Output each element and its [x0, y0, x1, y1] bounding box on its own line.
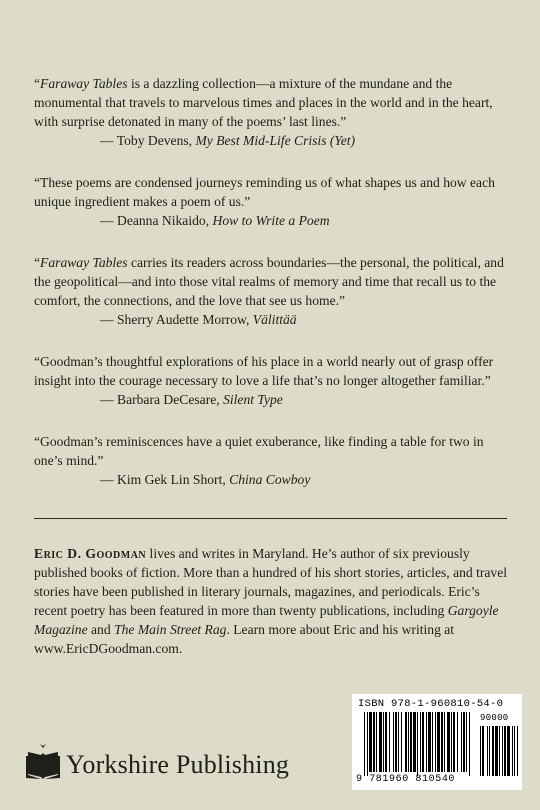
author-bio [34, 544, 510, 658]
barcode-bar [432, 712, 433, 772]
barcode-addon-bar [487, 726, 488, 776]
publication-title: Gargoyle Magazine [34, 603, 499, 637]
attribution-author: Sherry Audette Morrow, [117, 312, 253, 327]
attribution-dash: — [100, 472, 117, 487]
barcode-bar [461, 712, 462, 772]
attribution-dash: — [100, 213, 117, 228]
barcode-digits: 9 781960 810540 [356, 774, 456, 785]
barcode-bar [398, 712, 399, 772]
barcode-bar [463, 712, 465, 772]
quote-mark: “ [34, 255, 41, 270]
blurb-quote [34, 74, 512, 131]
barcode-bar [428, 712, 431, 772]
blurb-5 [34, 432, 512, 489]
bio-text: lives and writes in Maryland. He’s author of six previously published books of fiction. More than a hundred of his short stories, articles, and travel stories have been published in literary journals, magazines, and periodicals. Eric’s recent poetry has been featured in more than twenty publications, including [34, 546, 508, 618]
barcode-bar [395, 712, 397, 772]
blurb-4 [34, 352, 512, 409]
barcode-addon-bar [517, 726, 518, 776]
barcode-bar [453, 712, 455, 772]
barcode-bar [451, 712, 452, 772]
barcode-addon-bar [507, 726, 510, 776]
barcode-bar [422, 712, 424, 772]
quote-text: carries its readers across boundaries—the personal, the political, and the geopolitical—and into those vital realms of memory and time that recall us to the comfort, the connections, and the love that see us home.” [34, 255, 504, 308]
attribution-author: Kim Gek Lin Short, [117, 472, 230, 487]
attribution-author: Deanna Nikaido, [117, 213, 213, 228]
blurb-attribution [34, 211, 512, 230]
barcode-bar [444, 712, 445, 772]
barcode-addon-bar [489, 726, 490, 776]
open-book-icon [26, 744, 60, 785]
barcode-bar [393, 712, 394, 772]
barcode-addon-bar [492, 726, 494, 776]
barcode-addon-bar [502, 726, 503, 776]
quote-mark: “ [34, 76, 41, 91]
book-title: Faraway Tables [40, 76, 128, 91]
attribution-work: Silent Type [223, 392, 283, 407]
barcode-bar [469, 712, 470, 776]
attribution-work: My Best Mid-Life Crisis (Yet) [195, 133, 356, 148]
attribution-dash: — [100, 312, 117, 327]
publisher-name: Yorkshire Publishing [66, 749, 290, 779]
barcode-bar [389, 712, 390, 772]
barcode-addon-bar [504, 726, 506, 776]
quote-text: is a dazzling collection—a mixture of the mundane and the monumental that travels to marvelous times and places in the world and in the heart, with surprise detonated in many of the poems’ last lines.” [34, 76, 493, 129]
divider-rule [34, 518, 507, 519]
barcode-bar [364, 712, 365, 776]
attribution-work: How to Write a Poem [212, 213, 330, 228]
barcode-bar [413, 712, 416, 772]
blurb-quote [34, 253, 512, 310]
barcode-bar [367, 712, 368, 776]
bio-text: . Learn more about Eric and his writing at www.EricDGoodman.com. [34, 622, 455, 656]
barcode-addon-bar [514, 726, 515, 776]
barcode-addon-bar [480, 726, 481, 776]
attribution-dash: — [100, 392, 117, 407]
addon-digits: 90000 [480, 713, 509, 723]
blurb-attribution [34, 390, 512, 409]
barcode-addon-bar [512, 726, 513, 776]
barcode-bar [417, 712, 418, 776]
publisher-logo [26, 744, 289, 785]
publication-title: The Main Street Rag [114, 622, 227, 637]
barcode-bar [435, 712, 436, 772]
blurb-attribution [34, 131, 512, 150]
bio-text: and [87, 622, 115, 637]
blurb-attribution [34, 310, 512, 329]
barcode-bar [408, 712, 409, 772]
attribution-author: Toby Devens, [116, 133, 196, 148]
barcode-bar [457, 712, 458, 772]
barcode-bar [373, 712, 375, 772]
book-title: Faraway Tables [40, 255, 128, 270]
barcode-addon-bar [495, 726, 498, 776]
attribution-work: China Cowboy [229, 472, 311, 487]
blurb-1 [34, 74, 512, 150]
blurbs-section [34, 74, 512, 512]
barcode-bar [369, 712, 372, 772]
barcode-bar [426, 712, 427, 772]
barcode-bar [379, 712, 382, 772]
barcode-bar [376, 712, 377, 772]
blurb-quote: “These poems are condensed journeys reminding us of what shapes us and how each unique ingredient makes a poem of us.” [34, 175, 495, 209]
attribution-dash: — [100, 133, 117, 148]
author-name: Eric D. Goodman [34, 546, 147, 561]
blurb-attribution [34, 470, 512, 489]
barcode-bar [437, 712, 440, 772]
attribution-work: Välittää [252, 312, 297, 327]
attribution-author: Barbara DeCesare, [117, 392, 224, 407]
barcode-bar [385, 712, 387, 772]
barcode-bar [383, 712, 384, 772]
barcode-bar [466, 712, 467, 772]
blurb-quote: “Goodman’s thoughtful explorations of his place in a world nearly out of grasp offer insight into the courage necessary to love a life that’s no longer altogether familiar.” [34, 354, 494, 388]
blurb-2 [34, 173, 512, 230]
barcode-addon-bar [482, 726, 484, 776]
isbn-barcode [352, 694, 522, 790]
barcode-bar [441, 712, 443, 772]
blurb-quote: “Goodman’s reminiscences have a quiet exuberance, like finding a table for two in one’s mind.” [34, 434, 484, 468]
isbn-label: ISBN 978-1-960810-54-0 [358, 698, 504, 710]
barcode-bar [410, 712, 412, 772]
barcode-addon-bar [499, 726, 500, 776]
barcode-bar [447, 712, 450, 772]
barcode-bar [401, 712, 402, 772]
barcode-bar [420, 712, 421, 772]
barcode-bar [405, 712, 407, 772]
blurb-3 [34, 253, 512, 329]
